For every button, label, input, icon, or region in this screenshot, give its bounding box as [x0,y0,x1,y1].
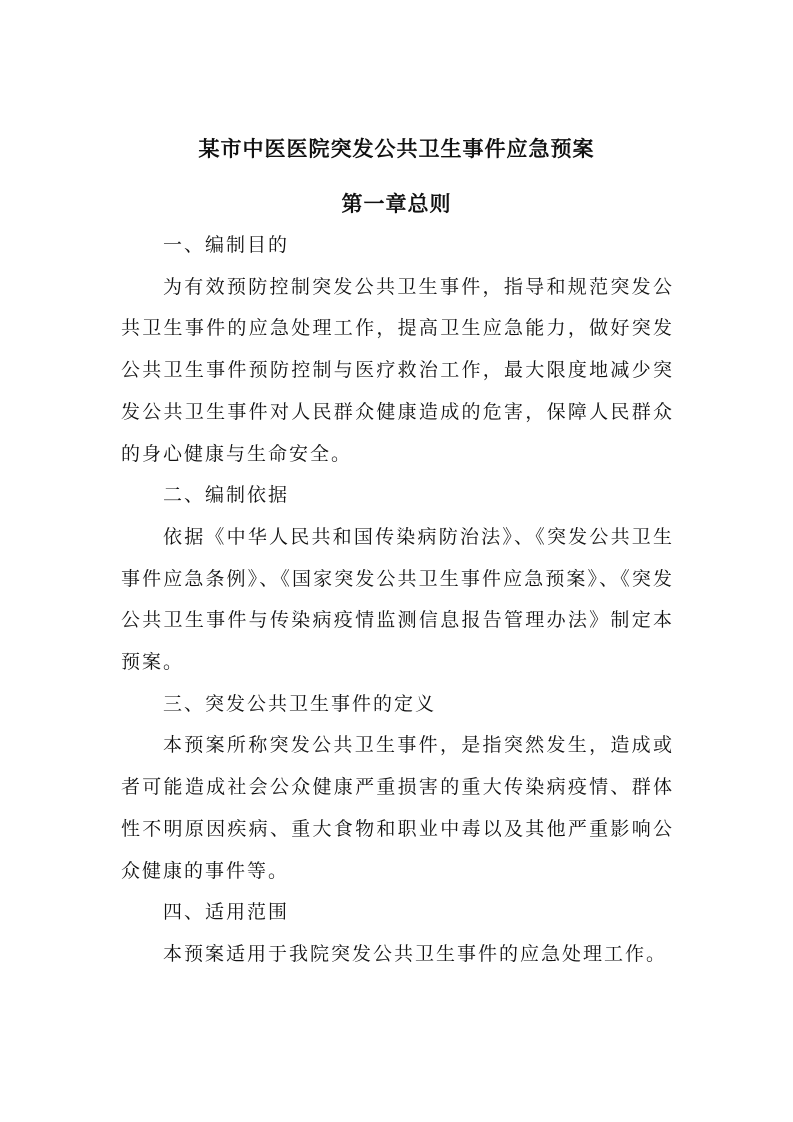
section-text-basis: 依据《中华人民共和国传染病防治法》、《突发公共卫生事件应急条例》、《国家突发公共卫生事件应急预案》、《突发公共卫生事件与传染病疫情监测信息报告管理办法》制定本预案。 [121,525,674,674]
section-text-definition: 本预案所称突发公共卫生事件，是指突然发生，造成或者可能造成社会公众健康严重损害的重大传染病疫情、群体性不明原因疾病、重大食物和职业中毒以及其他严重影响公众健康的事件等。 [121,734,674,882]
section-heading-purpose: 一、编制目的 [163,234,290,256]
section-heading-definition: 三、突发公共卫生事件的定义 [163,692,437,715]
section-text-purpose: 为有效预防控制突发公共卫生事件，指导和规范突发公共卫生事件的应急处理工作，提高卫生应急能力，做好突发公共卫生事件预防控制与医疗救治工作，最大限度地减少突发公共卫生事件对人民群众健康造成的危害，保障人民群众的身心健康与生命安全。 [121,275,674,465]
section-text-scope: 本预案适用于我院突发公共卫生事件的应急处理工作。 [163,942,668,965]
document-body [121,225,674,976]
chapter-title: 第一章总则 [341,192,452,216]
document-title: 某市中医医院突发公共卫生事件应急预案 [198,137,595,161]
section-heading-scope: 四、适用范围 [163,901,290,924]
section-heading-basis: 二、编制依据 [163,484,290,507]
